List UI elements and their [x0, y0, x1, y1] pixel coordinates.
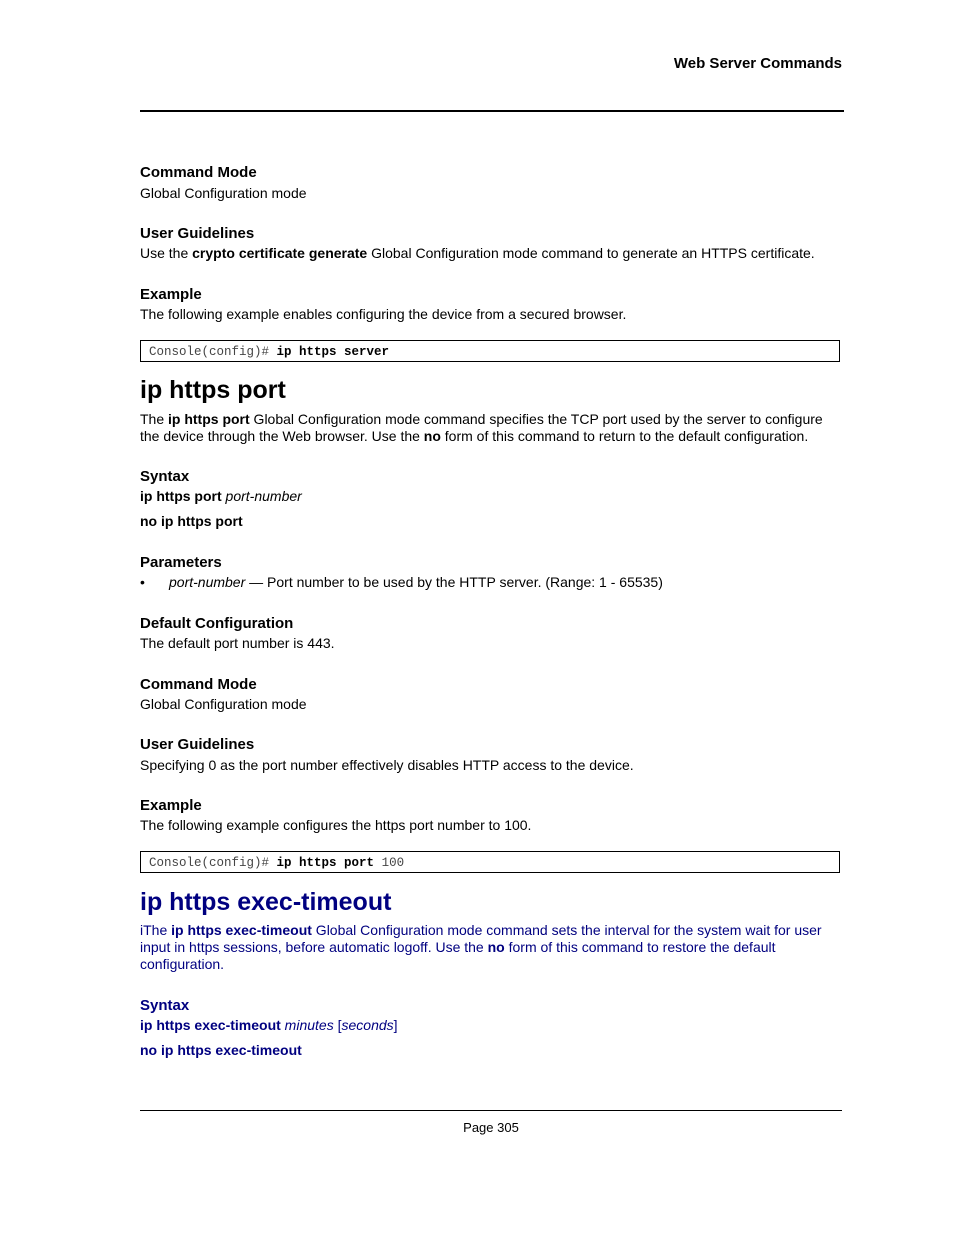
syntax-command: no ip https exec-timeout — [140, 1042, 302, 1058]
syntax-line-2 — [140, 1042, 842, 1059]
user-guidelines-heading: User Guidelines — [140, 225, 255, 242]
parameter-item — [169, 574, 842, 591]
user-guidelines-text — [140, 245, 842, 262]
text-run: iThe — [140, 922, 172, 938]
text-run: Global Configuration mode command to generate an HTTPS certificate. — [367, 245, 815, 261]
code-prompt: Console(config)# — [149, 345, 277, 359]
syntax-line-1 — [140, 488, 842, 505]
example-heading: Example — [140, 286, 202, 303]
syntax-command: no ip https port — [140, 513, 243, 529]
inline-command: ip https port — [168, 411, 250, 427]
code-prompt: Console(config)# — [149, 856, 277, 870]
page-number: Page 305 — [463, 1120, 519, 1135]
header-divider — [140, 110, 844, 112]
text-run: form of this command to return to the default configuration. — [440, 428, 809, 444]
command-description — [140, 411, 842, 445]
code-example-box — [140, 851, 840, 873]
code-command: ip https server — [276, 345, 390, 359]
inline-command: ip https exec-timeout — [171, 922, 312, 938]
bullet-marker: • — [140, 574, 145, 590]
syntax-heading: Syntax — [140, 997, 190, 1014]
command-mode-text: Global Configuration mode — [140, 696, 307, 712]
code-command: ip https port — [276, 856, 375, 870]
syntax-command: ip https port — [140, 488, 222, 504]
syntax-parameter: seconds — [341, 1017, 394, 1033]
command-title-ip-https-exec-timeout: ip https exec-timeout — [140, 888, 392, 916]
default-config-text: The default port number is 443. — [140, 635, 335, 651]
user-guidelines-text: Specifying 0 as the port number effectively disables HTTP access to the device. — [140, 757, 634, 773]
footer-divider — [140, 1110, 842, 1111]
example-text: The following example configures the https port number to 100. — [140, 817, 532, 833]
command-title-ip-https-port: ip https port — [140, 376, 286, 404]
user-guidelines-heading: User Guidelines — [140, 736, 255, 753]
example-heading: Example — [140, 797, 202, 814]
command-description — [140, 922, 842, 973]
text-run: Global Configuration mode command sets the interval for the system wait for user input in https sessions, before automatic logoff. Use the — [140, 922, 822, 955]
parameter-name: port-number — [169, 574, 246, 590]
command-mode-heading: Command Mode — [140, 164, 257, 181]
example-text: The following example enables configuring the device from a secured browser. — [140, 306, 627, 322]
code-argument: 100 — [374, 856, 405, 870]
syntax-heading: Syntax — [140, 468, 190, 485]
inline-command: crypto certificate generate — [192, 245, 368, 261]
syntax-command: ip https exec-timeout — [140, 1017, 281, 1033]
optional-bracket-close: ] — [393, 1017, 398, 1033]
text-run: The — [140, 411, 169, 427]
command-mode-text: Global Configuration mode — [140, 185, 307, 201]
syntax-parameter: port-number — [221, 488, 302, 504]
inline-keyword: no — [423, 428, 441, 444]
command-mode-heading: Command Mode — [140, 676, 257, 693]
optional-bracket-open: [ — [333, 1017, 342, 1033]
code-example-box — [140, 340, 840, 362]
syntax-line-2 — [140, 513, 842, 530]
parameter-description: — Port number to be used by the HTTP server. (Range: 1 - 65535) — [245, 574, 663, 590]
default-config-heading: Default Configuration — [140, 615, 294, 632]
syntax-parameter: minutes — [280, 1017, 334, 1033]
text-run: form of this command to restore the default configuration. — [140, 939, 776, 972]
text-run: Global Configuration mode command specifies the TCP port used by the server to configure the device through the Web browser. Use the — [140, 411, 823, 444]
text-run: Use the — [140, 245, 193, 261]
inline-keyword: no — [487, 939, 505, 955]
running-header: Web Server Commands — [673, 55, 842, 72]
syntax-line-1 — [140, 1017, 842, 1034]
parameters-heading: Parameters — [140, 554, 222, 571]
